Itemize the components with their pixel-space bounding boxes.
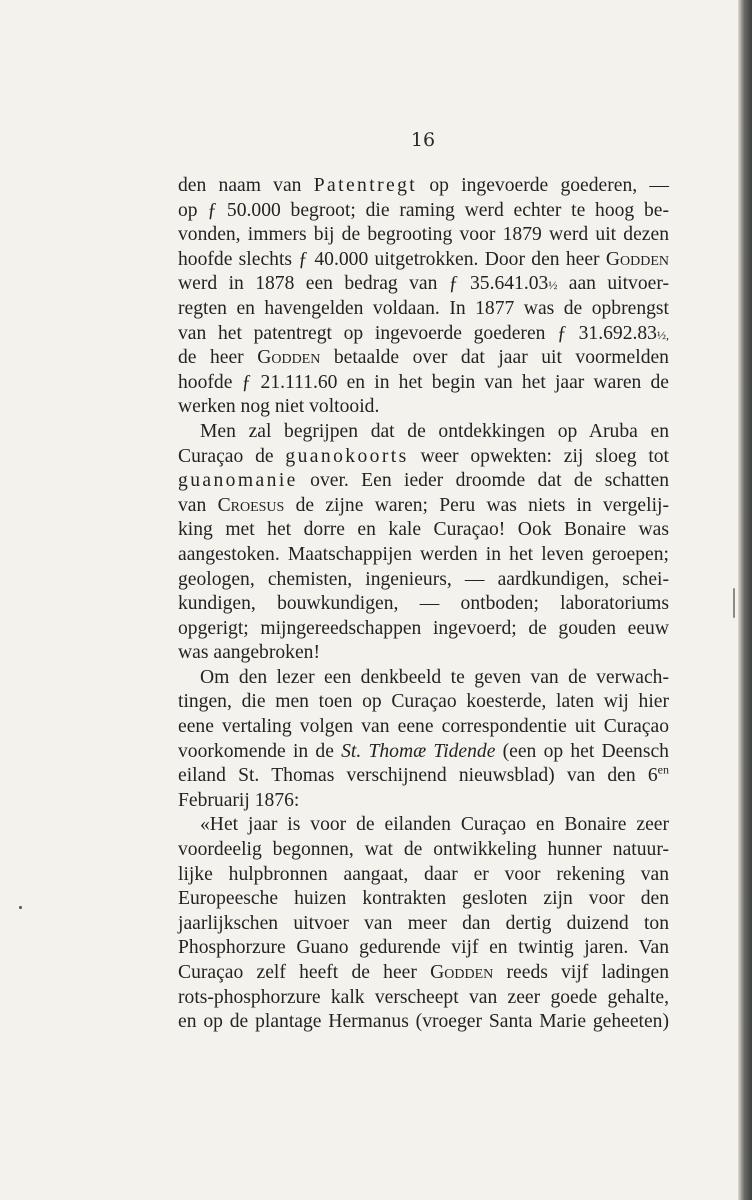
text-line: Om den lezer een denkbeeld te geven van de verwach- (200, 666, 669, 688)
text-line: van het patentregt op ingevoerde goederen ƒ 31.692.83½, (178, 322, 669, 344)
text-line: den naam van Patentregt op ingevoerde goederen, — (178, 175, 669, 196)
text-line: jaarlijkschen uitvoer van meer dan dertig duizend ton (178, 912, 669, 934)
text-line: was aangebroken! (178, 642, 320, 664)
text-line: hoofde slechts ƒ 40.000 uitgetrokken. Door den heer Godden (178, 248, 669, 270)
text-line: lijke hulpbronnen aangaat, daar er voor rekening van (178, 863, 669, 885)
text-line: voordeelig begonnen, wat de ontwikkeling hunner natuur- (178, 839, 669, 861)
margin-speck (19, 906, 22, 909)
text-line: de heer Godden betaalde over dat jaar uit voormelden (178, 347, 669, 369)
text-line: op ƒ 50.000 begroot; die raming werd echter te hoog be- (178, 199, 669, 221)
text-line: Curaçao de guanokoorts weer opwekten: zij sloeg tot (178, 445, 669, 467)
text-line: rots-phosphorzure kalk verscheept van zeer goede gehalte, (178, 986, 669, 1008)
text-line: kundigen, bouwkundigen, — ontboden; laboratoriums (178, 593, 669, 615)
text-line: hoofde ƒ 21.111.60 en in het begin van het jaar waren de (178, 371, 669, 393)
text-line: Februarij 1876: (178, 789, 300, 811)
text-line: guanomanie over. Een ieder droomde dat de schatten (178, 470, 669, 492)
text-line: werd in 1878 een bedrag van ƒ 35.641.03½ aan uitvoer- (178, 273, 669, 295)
page-number: 16 (410, 129, 436, 151)
text-line: king met het dorre en kale Curaçao! Ook Bonaire was (178, 519, 669, 541)
text-line: van Croesus de zijne waren; Peru was niets in vergelij- (178, 494, 669, 516)
text-line: Men zal begrijpen dat de ontdekkingen op Aruba en (200, 420, 669, 442)
text-line: Curaçao zelf heeft de heer Godden reeds vijf ladingen (178, 962, 669, 983)
body-text (178, 174, 669, 1035)
margin-speck (733, 588, 735, 618)
text-line: aangestoken. Maatschappijen werden in het leven geroepen; (178, 543, 669, 565)
text-line: tingen, die men toen op Curaçao koesterde, laten wij hier (178, 691, 669, 713)
text-line: werken nog niet voltooid. (178, 396, 380, 418)
text-line: Europeesche huizen kontrakten gesloten zijn voor den (178, 888, 669, 910)
text-line: regten en havengelden voldaan. In 1877 was de opbrengst (178, 297, 669, 319)
text-line: en op de plantage Hermanus (vroeger Santa Marie geheeten) (178, 1011, 669, 1033)
text-line: «Het jaar is voor de eilanden Curaçao en Bonaire zeer (200, 814, 669, 836)
text-line: Phosphorzure Guano gedurende vijf en twintig jaren. Van (178, 937, 669, 959)
text-line: eene vertaling volgen van eene correspondentie uit Curaçao (178, 716, 669, 738)
text-line: vonden, immers bij de begrooting voor 1879 werd uit dezen (178, 224, 669, 246)
text-line: eiland St. Thomas verschijnend nieuwsblad) van den $6^{en}$ (178, 762, 669, 787)
text-line: voorkomende in de St. Thomæ Tidende (een op het Deensch (178, 740, 669, 762)
text-line: geologen, chemisten, ingenieurs, — aardkundigen, schei- (178, 568, 669, 590)
page-edge-shadow (738, 0, 752, 1200)
text-line: opgerigt; mijngereedschappen ingevoerd; de gouden eeuw (178, 617, 669, 639)
